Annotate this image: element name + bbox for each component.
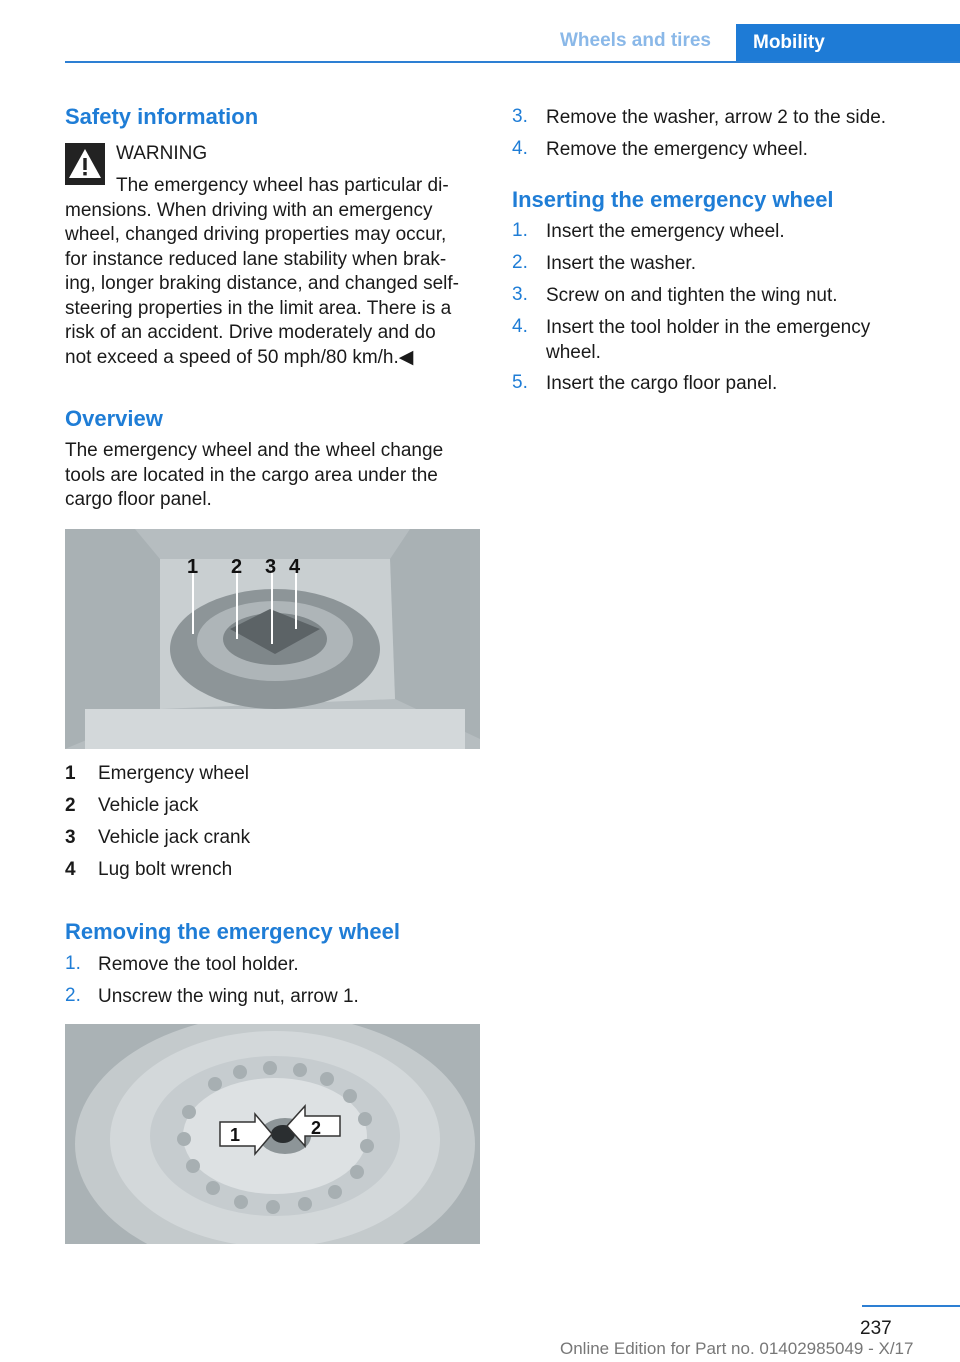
overview-heading: Overview xyxy=(65,406,163,431)
warning-line: wheel, changed driving properties may occur, xyxy=(65,224,447,245)
legend-text: Emergency wheel xyxy=(98,763,250,784)
step-number: 4. xyxy=(512,316,528,337)
image-label: 2 xyxy=(231,556,243,578)
warning-line: The emergency wheel has particular di‐ xyxy=(116,175,449,196)
image-label: 3 xyxy=(265,556,277,578)
step-text: Insert the cargo floor panel. xyxy=(546,373,778,394)
overview-line: tools are located in the cargo area under the xyxy=(65,464,438,486)
step-number: 3. xyxy=(512,106,528,127)
warning-triangle-icon xyxy=(65,143,105,185)
safety-heading: Safety information xyxy=(65,104,259,129)
header-chapter-tab: Mobility xyxy=(736,24,960,62)
warning-line: for instance reduced lane stability when brak‐ xyxy=(65,248,447,270)
warning-line: ing, longer braking distance, and changed self- xyxy=(65,273,459,294)
step-number: 2. xyxy=(65,985,81,1006)
header-rule xyxy=(65,61,960,63)
warning-line: mensions. When driving with an emergency xyxy=(65,199,433,221)
image-label: 4 xyxy=(289,556,301,578)
image-label: 1 xyxy=(187,556,199,578)
arrow-label: 2 xyxy=(311,1118,322,1138)
step-text: Remove the washer, arrow 2 to the side. xyxy=(546,107,887,128)
step-number: 1. xyxy=(512,220,528,241)
legend-number: 4 xyxy=(65,859,76,880)
legend-text: Vehicle jack crank xyxy=(98,827,251,848)
warning-line: not exceed a speed of 50 mph/80 km/h.◀ xyxy=(65,346,414,368)
step-text: wheel. xyxy=(546,341,601,363)
footer-rule xyxy=(862,1305,960,1307)
step-text: Insert the tool holder in the emergency xyxy=(546,317,871,338)
step-number: 1. xyxy=(65,953,81,974)
legend-number: 2 xyxy=(65,795,76,816)
footer-edition: Online Edition for Part no. 01402985049 - X/17 xyxy=(560,1339,914,1358)
legend-number: 3 xyxy=(65,827,76,848)
header-section-title: Wheels and tires xyxy=(560,30,711,51)
inserting-heading: Inserting the emergency wheel xyxy=(512,187,834,212)
step-text: Remove the emergency wheel. xyxy=(546,139,808,160)
warning-line: steering properties in the limit area. There is a xyxy=(65,297,452,319)
legend-text: Vehicle jack xyxy=(98,795,199,816)
overview-line: cargo floor panel. xyxy=(65,489,212,510)
overview-line: The emergency wheel and the wheel change xyxy=(65,440,444,461)
arrow-label: 1 xyxy=(230,1125,241,1145)
step-number: 5. xyxy=(512,372,528,393)
step-text: Screw on and tighten the wing nut. xyxy=(546,285,838,306)
step-text: Insert the emergency wheel. xyxy=(546,221,785,242)
legend-text: Lug bolt wrench xyxy=(98,859,233,880)
step-text: Insert the washer. xyxy=(546,253,696,274)
legend-number: 1 xyxy=(65,763,76,784)
step-number: 2. xyxy=(512,252,528,273)
page-number: 237 xyxy=(860,1318,892,1339)
warning-line: risk of an accident. Drive moderately and do xyxy=(65,322,436,343)
warning-label: WARNING xyxy=(116,143,208,164)
cargo-area-illustration xyxy=(65,529,480,749)
step-number: 3. xyxy=(512,284,528,305)
step-text: Remove the tool holder. xyxy=(98,954,299,975)
spare-wheel-illustration xyxy=(65,1024,480,1244)
removing-heading: Removing the emergency wheel xyxy=(65,919,400,944)
step-text: Unscrew the wing nut, arrow 1. xyxy=(98,986,359,1007)
step-number: 4. xyxy=(512,138,528,159)
